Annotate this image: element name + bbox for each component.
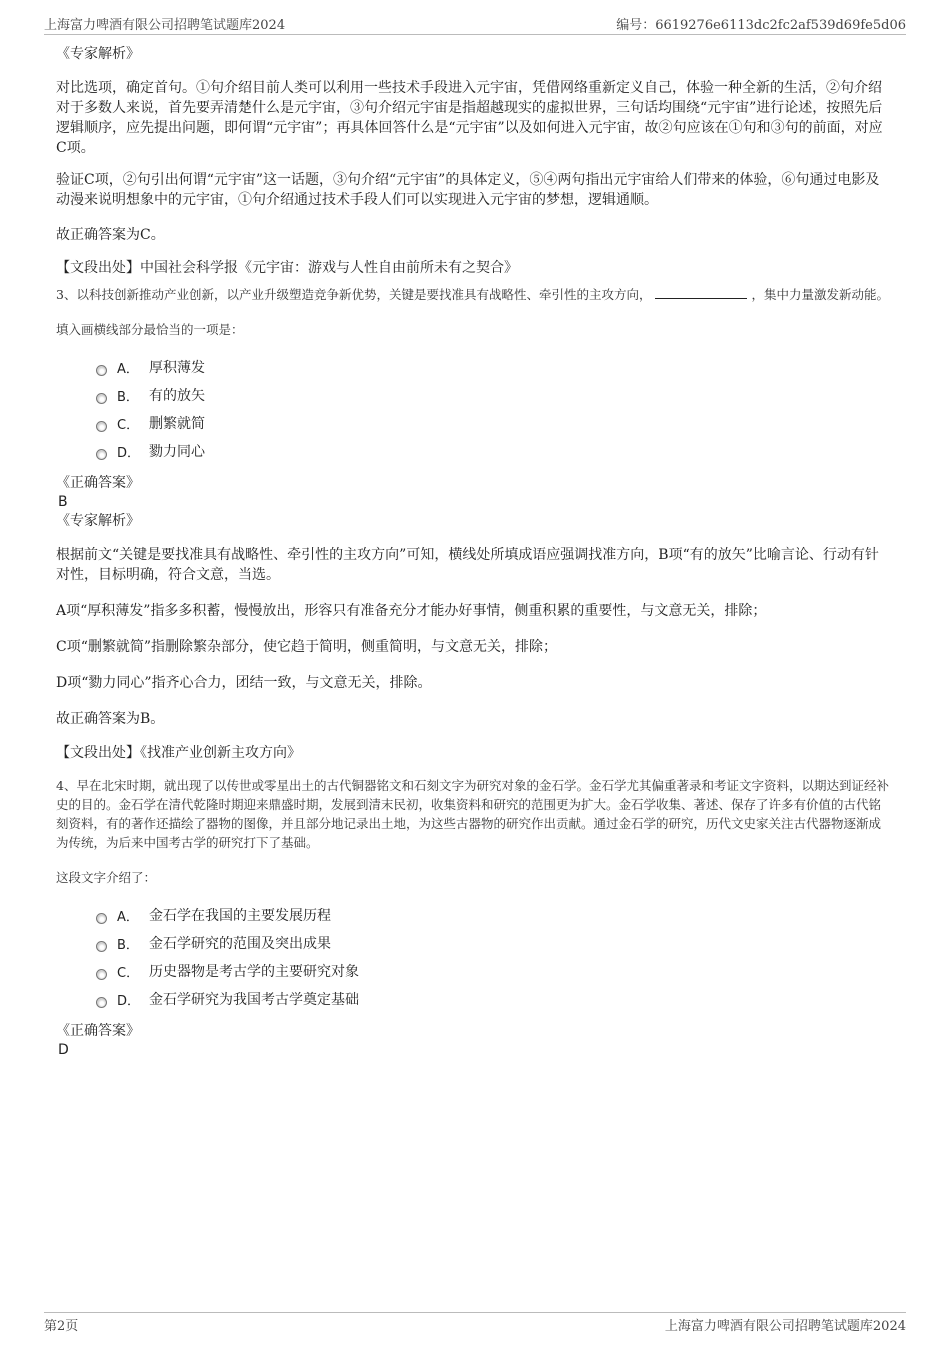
q4-answer: D [58, 1042, 69, 1058]
q2-source: 【文段出处】中国社会科学报《元宇宙：游戏与人性自由前所未有之契合》 [56, 260, 518, 276]
radio-icon[interactable] [96, 941, 107, 952]
q3-option-b[interactable] [96, 381, 890, 409]
q4-option-c[interactable] [96, 957, 890, 985]
q3-option-c[interactable] [96, 409, 890, 437]
option-text: 厚积薄发 [149, 360, 205, 376]
option-text: 删繁就简 [149, 416, 205, 432]
fill-blank [655, 284, 747, 299]
q2-analysis-label: 《专家解析》 [56, 46, 140, 62]
option-text: 历史器物是考古学的主要研究对象 [149, 964, 359, 980]
page-header [44, 14, 906, 35]
page-content [56, 44, 890, 1059]
page-number: 第2页 [44, 1319, 79, 1334]
option-text: 金石学研究的范围及突出成果 [149, 936, 331, 952]
q4-option-a[interactable] [96, 901, 890, 929]
q3-options [96, 353, 890, 465]
option-letter: C． [117, 417, 140, 433]
q3-answer: B [58, 494, 68, 510]
q3-option-d[interactable] [96, 437, 890, 465]
q3-stem-after: ，集中力量激发新动能。 [751, 287, 889, 302]
footer-title: 上海富力啤酒有限公司招聘笔试题库2024 [664, 1319, 906, 1334]
option-letter: B． [117, 389, 139, 405]
option-text: 金石学在我国的主要发展历程 [149, 908, 331, 924]
option-letter: C． [117, 965, 140, 981]
q4-option-d[interactable] [96, 985, 890, 1013]
radio-icon[interactable] [96, 393, 107, 404]
q4-options [96, 901, 890, 1013]
q3-analysis-option-c: C项“删繁就简”指删除繁杂部分，使它趋于简明，侧重简明，与文意无关，排除； [56, 639, 558, 655]
q3-analysis-label: 《专家解析》 [56, 513, 140, 529]
q3-analysis-option-a: A项“厚积薄发”指多多积蓄，慢慢放出，形容只有准备充分才能办好事情，侧重积累的重要性，与文意无关，排除； [56, 603, 767, 619]
radio-icon[interactable] [96, 449, 107, 460]
page-footer [44, 1312, 906, 1337]
option-letter: D． [117, 445, 141, 461]
q3-analysis-option-d: D项“勠力同心”指齐心合力，团结一致，与文意无关，排除。 [56, 675, 432, 691]
option-letter: A． [117, 909, 139, 925]
option-text: 勠力同心 [149, 444, 205, 460]
q3-conclusion: 故正确答案为B。 [56, 711, 165, 727]
radio-icon[interactable] [96, 997, 107, 1008]
q2-analysis-paragraph-2: 验证C项，②句引出何谓“元宇宙”这一话题，③句介绍“元宇宙”的具体定义，⑤④两句指出元宇宙给人们带来的体验，⑥句通过电影及动漫来说明想象中的元宇宙，①句介绍通过技术手段人们可以实现进入元宇宙的梦想，逻辑通顺。 [56, 172, 880, 208]
radio-icon[interactable] [96, 365, 107, 376]
q3-option-a[interactable] [96, 353, 890, 381]
radio-icon[interactable] [96, 913, 107, 924]
header-serial: 编号：6619276e6113dc2fc2af539d69fe5d06 [616, 18, 906, 33]
option-text: 金石学研究为我国考古学奠定基础 [149, 992, 359, 1008]
q4-prompt: 这段文字介绍了： [56, 870, 157, 885]
header-title: 上海富力啤酒有限公司招聘笔试题库2024 [44, 18, 286, 33]
q3-prompt: 填入画横线部分最恰当的一项是： [56, 322, 244, 337]
option-text: 有的放矢 [149, 388, 205, 404]
q4-stem: 4、早在北宋时期，就出现了以传世或零星出土的古代铜器铭文和石刻文字为研究对象的金石学。金石学尤其偏重著录和考证文字资料，以期达到证经补史的目的。金石学在清代乾隆时期迎来鼎盛时期，发展到清末民初，收集资料和研究的范围更为扩大。金石学收集、著述、保存了许多有价值的古代铭刻资料，有的著作还描绘了器物的图像，并且部分地记录出土地，为这些古器物的研究作出贡献。通过金石学的研究，历代文史家关注古代器物逐渐成为传统，为后来中国考古学的研究打下了基础。 [56, 778, 889, 850]
radio-icon[interactable] [96, 421, 107, 432]
q3-answer-label: 《正确答案》 [56, 475, 140, 491]
q3-source: 【文段出处】《找准产业创新主攻方向》 [56, 745, 301, 761]
q3-analysis-paragraph-1: 根据前文“关键是要找准具有战略性、牵引性的主攻方向”可知，横线处所填成语应强调找准方向，B项“有的放矢”比喻言论、行动有针对性，目标明确，符合文意，当选。 [56, 547, 879, 583]
q2-analysis-paragraph-1: 对比选项，确定首句。①句介绍目前人类可以利用一些技术手段进入元宇宙，凭借网络重新定义自己，体验一种全新的生活，②句介绍对于多数人来说，首先要弄清楚什么是元宇宙，③句介绍元宇宙是指超越现实的虚拟世界，三句话均围绕“元宇宙”进行论述，按照先后逻辑顺序，应先提出问题，即何谓“元宇宙”；再具体回答什么是“元宇宙”以及如何进入元宇宙，故②句应该在①句和③句的前面，对应C项。 [56, 80, 883, 156]
q3-stem [56, 284, 890, 304]
q3-stem-before: 3、以科技创新推动产业创新，以产业升级塑造竞争新优势，关键是要找准具有战略性、牵引性的主攻方向， [56, 287, 652, 302]
radio-icon[interactable] [96, 969, 107, 980]
q2-conclusion: 故正确答案为C。 [56, 227, 165, 243]
q4-option-b[interactable] [96, 929, 890, 957]
option-letter: D． [117, 993, 141, 1009]
option-letter: A． [117, 361, 139, 377]
q4-answer-label: 《正确答案》 [56, 1023, 140, 1039]
option-letter: B． [117, 937, 139, 953]
